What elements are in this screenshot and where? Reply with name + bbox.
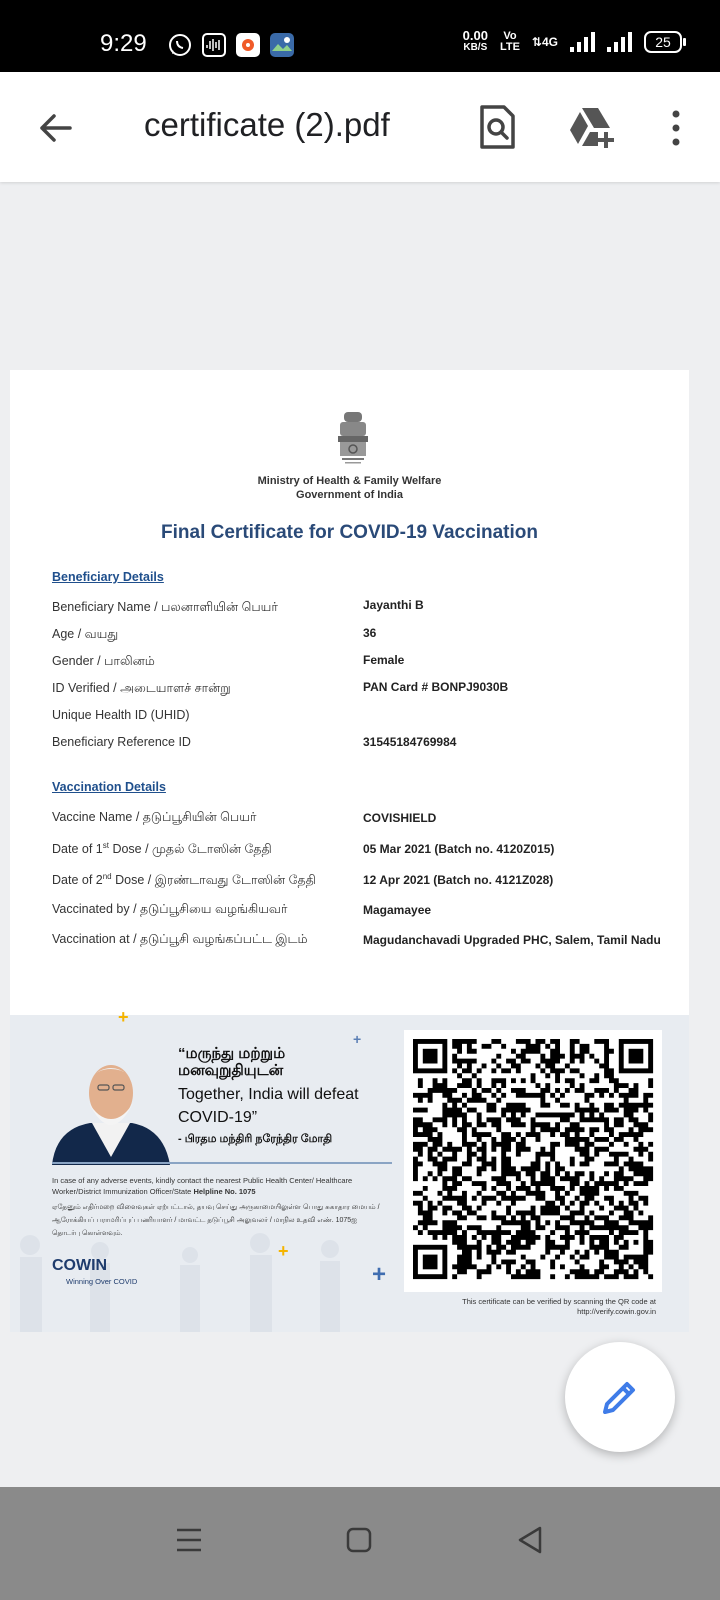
vaccinated-at-label: Vaccination at / தடுப்பூசி வழங்கப்பட்ட இடம்: [52, 932, 308, 946]
signal-bars-2-icon: [607, 32, 632, 52]
vaccine-name-value: COVISHIELD: [363, 811, 437, 825]
gender-value: Female: [363, 653, 405, 667]
plus-decoration-icon: +: [118, 1007, 129, 1027]
bridge-app-icon: [236, 33, 260, 57]
back-button[interactable]: [34, 106, 78, 150]
vaccinated-by-value: Magamayee: [363, 903, 432, 917]
quote-english: Together, India will defeat COVID-19”: [178, 1086, 359, 1126]
second-dose-label: Date of 2nd Dose / இரண்டாவது டோஸின் தேதி: [52, 872, 316, 888]
system-back-button[interactable]: [515, 1524, 545, 1556]
plus-decoration-icon: +: [372, 1261, 387, 1288]
gender-label: Gender / பாலினம்: [52, 654, 155, 668]
prime-minister-photo: [52, 1057, 170, 1165]
qr-verify-note: This certificate can be verified by scanning the QR code at http://verify.cowin.gov.in: [462, 1297, 656, 1316]
home-square-icon: [343, 1524, 375, 1556]
notification-icons: [168, 33, 294, 57]
more-options-button[interactable]: [664, 106, 688, 150]
first-dose-value: 05 Mar 2021 (Batch no. 4120Z015): [363, 842, 555, 856]
status-time: 9:29: [100, 30, 147, 57]
adverse-events-note-tamil: ஏதேனும் எதிர்மறை விளைவுகள் ஏற்பட்டால், தயவு செய்து அருகாமையிலுள்ள பொது சுகாதார மையம் / ஆரோக்கியப் பராமரிப்புப் பணியாளர் / மாவட்ட தடுப்பூசி அலுவலர் / மாநில உதவி எண். 1075ஐ தொடர்பு கொள்ளவும்.: [52, 1204, 380, 1237]
cowin-tagline: Winning Over COVID: [66, 1277, 138, 1286]
beneficiary-name-value: Jayanthi B: [363, 598, 424, 612]
document-title: certificate (2).pdf: [144, 106, 390, 143]
beneficiary-details-heading: Beneficiary Details: [52, 570, 164, 584]
net-speed: 0.00 KB/S: [462, 28, 488, 53]
qr-code: [404, 1030, 662, 1292]
edit-pencil-icon: [599, 1376, 641, 1418]
certificate-title: Final Certificate for COVID-19 Vaccination: [161, 522, 538, 543]
cowin-banner: [10, 1007, 689, 1332]
voice-recorder-icon: [202, 33, 226, 57]
vaccinated-at-value: Magudanchavadi Upgraded PHC, Salem, Tamil Nadu: [363, 933, 661, 947]
photo-app-icon: [270, 33, 294, 57]
recents-button[interactable]: [174, 1525, 204, 1555]
ministry-name: Ministry of Health & Family Welfare Government of India: [257, 475, 442, 501]
reference-id-label: Beneficiary Reference ID: [52, 735, 191, 749]
status-bar: [0, 0, 720, 72]
recents-menu-icon: [174, 1525, 204, 1555]
national-emblem-icon: [330, 408, 376, 466]
qr-code-pattern: [404, 1030, 662, 1292]
age-label: Age / வயது: [52, 627, 119, 641]
pdf-page[interactable]: [10, 370, 689, 1332]
system-nav-bar: [0, 1487, 720, 1600]
reference-id-value: 31545184769984: [363, 735, 457, 749]
back-arrow-icon: [34, 106, 78, 150]
uhid-label: Unique Health ID (UHID): [52, 708, 190, 722]
back-triangle-icon: [515, 1524, 545, 1556]
beneficiary-name-label: Beneficiary Name / பலனாளியின் பெயர்: [52, 600, 278, 614]
edit-fab-button[interactable]: [565, 1342, 675, 1452]
more-vert-icon: [664, 106, 688, 150]
first-dose-label: Date of 1st Dose / முதல் டோஸின் தேதி: [52, 841, 272, 857]
app-bar: [0, 72, 720, 182]
adverse-events-note: In case of any adverse events, kindly contact the nearest Public Health Center/ Healthcare Worker/District Immunization Officer/State Helpline No. 1075: [52, 1176, 353, 1196]
network-type: ⇅4G: [531, 35, 558, 49]
banner-divider: [52, 1162, 392, 1164]
id-verified-value: PAN Card # BONPJ9030B: [363, 680, 509, 694]
vaccination-details-heading: Vaccination Details: [52, 780, 166, 794]
add-to-drive-button[interactable]: [568, 106, 616, 150]
add-to-drive-icon: [568, 106, 616, 150]
whatsapp-icon: [168, 33, 192, 57]
plus-decoration-icon: +: [353, 1031, 362, 1047]
cowin-logo: COWIN: [52, 1257, 108, 1274]
id-verified-label: ID Verified / அடையாளச் சான்று: [52, 681, 231, 695]
second-dose-value: 12 Apr 2021 (Batch no. 4121Z028): [363, 873, 554, 887]
home-button[interactable]: [343, 1524, 375, 1556]
age-value: 36: [363, 626, 377, 640]
battery-icon: 25: [644, 31, 682, 53]
quote-attribution: - பிரதம மந்திரி நரேந்திர மோதி: [178, 1133, 333, 1145]
volte-indicator: Vo LTE: [499, 30, 520, 53]
find-in-document-button[interactable]: [478, 104, 516, 150]
find-in-doc-icon: [478, 104, 516, 150]
signal-bars-icon: [570, 32, 595, 52]
quote-tamil: “மருந்து மற்றும் மனவுறுதியுடன்: [178, 1045, 286, 1079]
vaccinated-by-label: Vaccinated by / தடுப்பூசியை வழங்கியவர்: [52, 902, 288, 916]
vaccine-name-label: Vaccine Name / தடுப்பூசியின் பெயர்: [52, 810, 257, 824]
status-right: [463, 30, 682, 54]
plus-decoration-icon: +: [278, 1241, 289, 1261]
